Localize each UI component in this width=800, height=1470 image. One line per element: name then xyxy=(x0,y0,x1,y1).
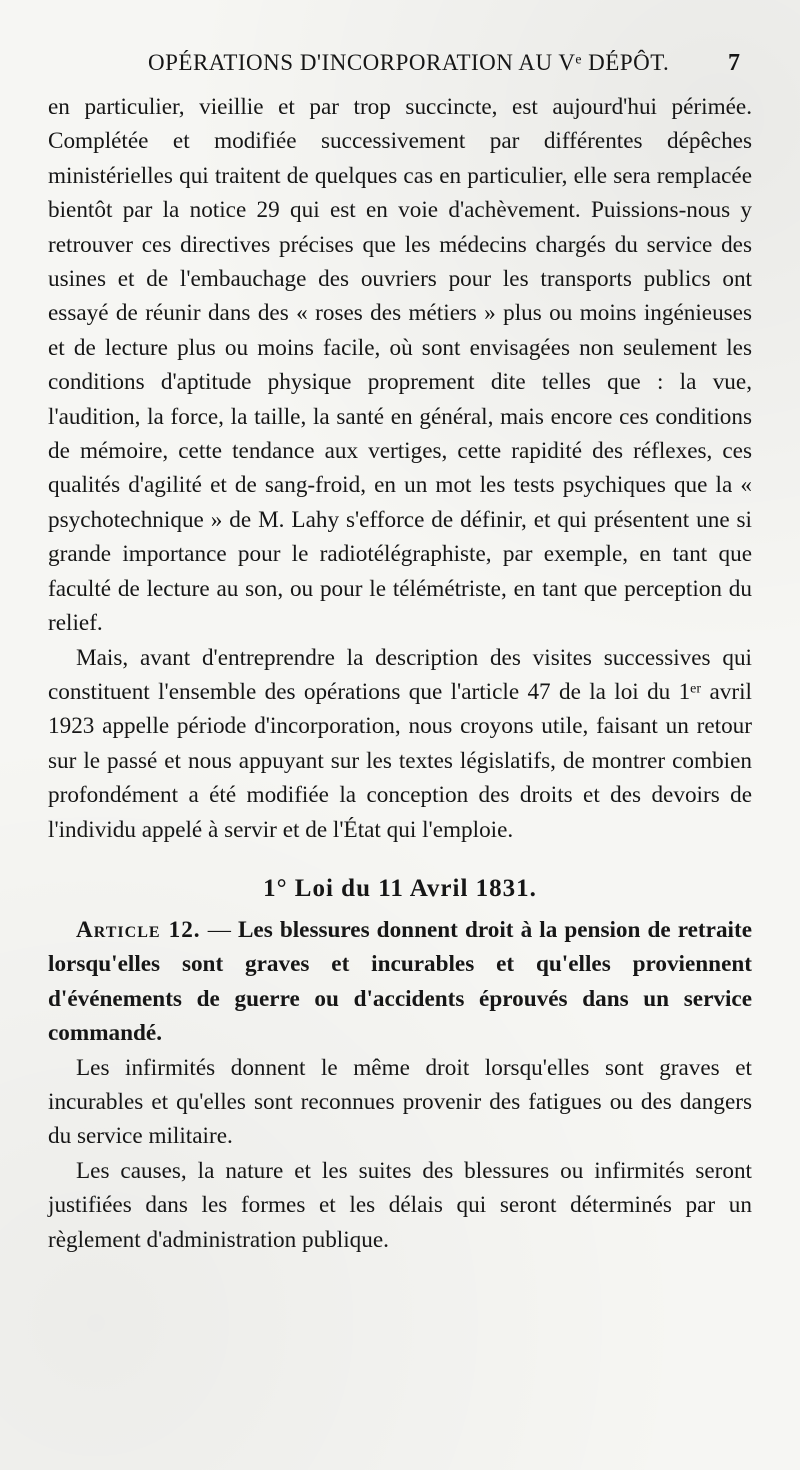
running-header xyxy=(48,50,752,84)
paragraph: Mais, avant d'entreprendre la description des visites successives qui constituent l'ensemble des opérations que l'article 47 de la loi du 1ᵉʳ avril 1923 appelle période d'incorporation, nous croyons utile, faisant un retour sur le passé et nous appuyant sur les textes législatifs, de montrer combien profondément a été modifiée la conception des droits et des devoirs de l'individu appelé à servir et de l'État qui l'emploie. xyxy=(48,644,752,843)
paragraph-continued: en particulier, vieillie et par trop succincte, est aujourd'hui périmée. Complétée et modifiée successivement par différentes dépêches ministérielles qui traitent de quelques cas en particulier, elle sera remplacée bientôt par la notice 29 qui est en voie d'achèvement. Puissions-nous y retrouver ces directives précises que les médecins chargés du service des usines et de l'embauchage des ouvriers pour les transports publics ont essayé de réunir dans des « roses des métiers » plus ou moins ingénieuses et de lecture plus ou moins facile, où sont envisagées non seulement les conditions d'aptitude physique proprement dite telles que : la vue, l'audition, la force, la taille, la santé en général, mais encore ces conditions de mémoire, cette tendance aux vertiges, cette rapidité des réflexes, ces qualités d'agilité et de sang-froid, en un mot les tests psychiques que la « psychotechnique » de M. Lahy s'efforce de définir, et qui présentent une si grande importance pour le radiotélégraphiste, par exemple, en tant que faculté de lecture au son, ou pour le télémétriste, en tant que perception du relief. xyxy=(48,94,752,637)
page-number: 7 xyxy=(728,50,740,76)
running-title: OPÉRATIONS D'INCORPORATION AU Vᵉ DÉPÔT. xyxy=(148,50,670,75)
article-paragraph xyxy=(48,913,752,1051)
section-heading: 1° Loi du 11 Avril 1831. xyxy=(263,874,537,902)
paragraph: Les causes, la nature et les suites des blessures ou infirmités seront justifiées dans les formes et les délais qui seront déterminés par un règlement d'administration publique. xyxy=(48,1157,752,1253)
article-label: Article 12. xyxy=(76,916,201,943)
body-text xyxy=(48,90,752,1257)
article-dash: — xyxy=(200,916,238,943)
article-text: Les blessures donnent droit à la pension de retraite lorsqu'elles sont graves et incurables et qu'elles proviennent d'événements de guerre ou d'accidents éprouvés dans un service commandé. xyxy=(48,916,752,1047)
paragraph: Les infirmités donnent le même droit lorsqu'elles sont graves et incurables et qu'elles sont reconnues provenir des fatigues ou des dangers du service militaire. xyxy=(48,1054,752,1150)
